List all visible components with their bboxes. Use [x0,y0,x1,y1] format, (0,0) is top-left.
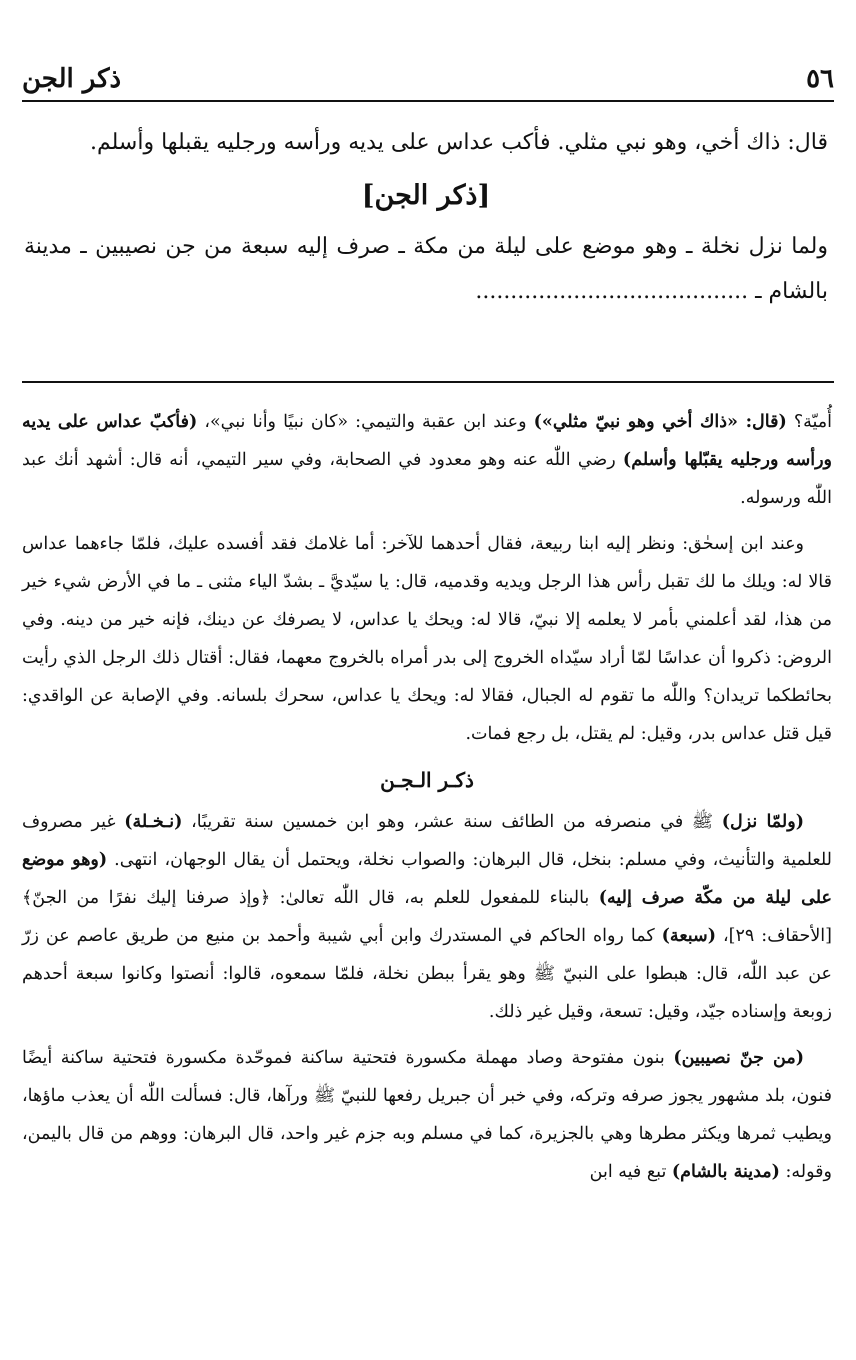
commentary-text: تبع فيه ابن [589,1162,672,1182]
running-title: ذكر الجن [22,64,122,94]
section-heading: [ذكر الجن] [361,180,491,211]
commentary [22,403,832,1199]
main-text-sentence: ولما نزل نخلة ـ وهو موضع على ليلة من مكة ـ صرف إليه سبعة من جن نصيبين ـ مدينة بالشام ـ [24,234,828,304]
main-text-paragraph: قال: ذاك أخي، وهو نبي مثلي. فأكب عداس على يديه ورأسه ورجليه يقبلها وأسلم. [90,130,828,155]
quoted-phrase: (قال: «ذاك أخي وهو نبيّ مثلي») [533,412,787,432]
commentary-text: غير مصروف للعلمية والتأنيث، وفي مسلم: بنخل، قال البرهان: والصواب نخلة، ويحتمل أن يقال الوجهان، انتهى. [22,812,832,870]
quoted-phrase: (نـخـلة) [124,812,183,832]
commentary-text: وعند ابن عقبة والتيمي: «كان نبيًا وأنا نبي»، [197,412,534,432]
main-text [24,120,828,314]
commentary-paragraph [22,403,832,517]
main-text-paragraph [24,224,828,314]
commentary-paragraph: وعند ابن إسحٰق: ونظر إليه ابنا ربيعة، فقال أحدهما للآخر: أما غلامك فقد أفسده عليك، فلمّا جاءهما عداس قالا له: ويلك ما لك تقبل رأس هذا الرجل ويديه وقدميه، قال: يا سيّديَّ ـ بشدّ الياء مثنى ـ ما في الأرض شيء خير من هذا، لقد أعلمني بأمر لا يعلمه إلا نبيّ، قالا له: ويحك يا عداس، لا يصرفك عن دينك، فإنه خير من دينه. وفي الروض: ذكروا أن عداسًا لمّا أراد سيّداه الخروج إلى بدر أمراه بالخروج معهما، فقال: أقتال ذلك الرجل الذي رأيت بحائطكما تريدان؟ واللّٰه ما تقوم له الجبال، فقالا له: ويحك يا عداس، سحرك بلسانه. وفي الإصابة عن الواقدي: قيل قتل عداس بدر، وقيل: لم يقتل، بل رجع فمات. [22,534,832,744]
commentary-text: كما رواه الحاكم في المستدرك وابن أبي شيبة وأحمد بن منيع من طريق عاصم عن زرّ عن عبد اللّٰه، قال: هبطوا على النبيّ ﷺ وهو يقرأ ببطن نخلة، فلمّا سمعوه، قالوا: أنصتوا وكانوا سبعة أحدهم زوبعة وإسناده جيّد، وقيل: تسعة، وقيل غير ذلك. [22,926,832,1022]
page-header [22,52,834,102]
quoted-phrase: (مدينة بالشام) [671,1162,780,1182]
commentary-text: رضي اللّٰه عنه وهو معدود في الصحابة، وفي سير التيمي، أنه قال: أشهد أنك عبد اللّٰه ورسوله. [22,450,832,508]
commentary-text: ﷺ في منصرفه من الطائف سنة عشر، وهو ابن خمسين سنة تقريبًا، [182,812,722,832]
commentary-text: بالبناء للمفعول للعلم به، قال اللّٰه تعالىٰ: ﴿وإذ صرفنا إليك نفرًا من الجنّ﴾ [الأحقاف: ٢٩]، [22,888,833,946]
quoted-phrase: (فأكبّ عداس على يديه ورأسه ورجليه يقبّلها وأسلم) [22,412,832,470]
commentary-text: أُميّة؟ [786,412,833,432]
footnote-divider [22,381,834,383]
quoted-phrase: (من جنّ نصيبين) [673,1048,804,1068]
quoted-phrase: (وهو موضع على ليلة من مكّة صرف إليه) [22,850,832,908]
page-number: ٥٦ [806,64,834,94]
commentary-heading: ذكـر الـجـن [380,768,474,792]
quoted-phrase: (ولمّا نزل) [721,812,804,832]
commentary-paragraph [22,1039,832,1191]
commentary-text: بنون مفتوحة وصاد مهملة مكسورة فتحتية ساكنة فموحّدة مكسورة فتحتية ساكنة أيضًا فنون، بلد مشهور يجوز صرفه وتركه، وفي خبر أن جبريل رفعها للنبيّ ﷺ ورآها، قال: فسألت اللّٰه أن يعذب ماؤها، ويطيب ثمرها ويكثر مطرها وهي بالجزيرة، كما في مسلم وبه جزم غير واحد، قال البرهان: ووهم من قال باليمن، وقوله: [22,1048,832,1182]
commentary-paragraph [22,803,832,1031]
dotted-leader: ....................................... [475,279,749,304]
quoted-phrase: (سبعة) [661,926,716,946]
